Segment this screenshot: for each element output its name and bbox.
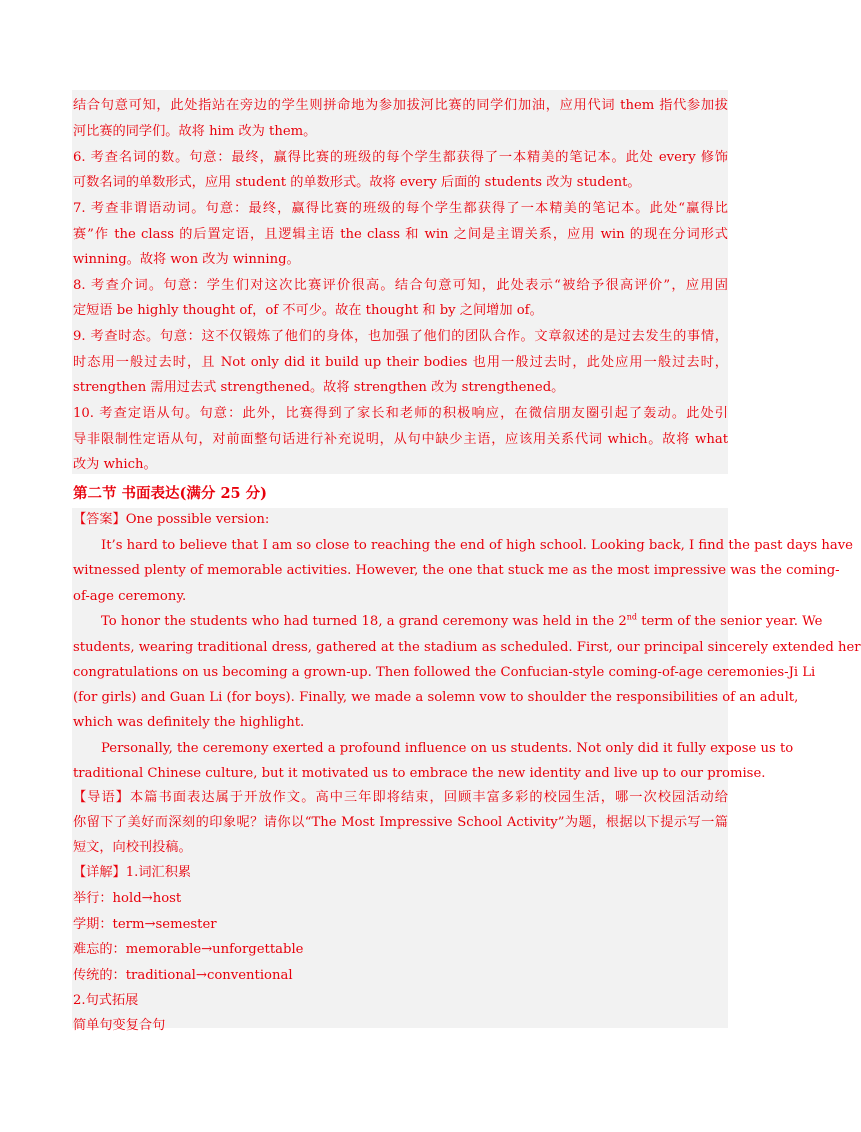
section-heading: 第二节 书面表达(满分 25 分)	[73, 485, 268, 502]
essay-line: students, wearing traditional dress, gathered at the stadium as scheduled. First, our principal sincerely extended her	[73, 640, 861, 655]
vocab-line: 学期：term→semester	[73, 917, 217, 932]
vocab-line: 传统的：traditional→conventional	[73, 968, 293, 983]
essay-line-end: term of the senior year. We	[637, 614, 823, 629]
guide-line: 【导语】本篇书面表达属于开放作文。高中三年即将结束，回顾丰富多彩的校园生活，哪一次校园活动给	[73, 790, 728, 805]
text-line: 结合句意可知，此处指站在旁边的学生则拼命地为参加拔河比赛的同学们加油，应用代词 them 指代参加拔	[73, 98, 728, 113]
text-line: 6. 考查名词的数。句意：最终，赢得比赛的班级的每个学生都获得了一本精美的笔记本。此处 every 修饰	[73, 150, 728, 165]
text-line: 可数名词的单数形式，应用 student 的单数形式。故将 every 后面的 students 改为 student。	[73, 175, 641, 190]
essay-line: witnessed plenty of memorable activities. However, the one that stuck me as the most impressive was the coming-	[73, 563, 840, 578]
essay-line: which was definitely the highlight.	[73, 715, 305, 730]
text-line: 9. 考查时态。句意：这不仅锻炼了他们的身体，也加强了他们的团队合作。文章叙述的是过去发生的事情，	[73, 329, 728, 344]
text-line: 定短语 be highly thought of，of 不可少。故在 thought 和 by 之间增加 of。	[73, 303, 543, 318]
essay-line-start: To honor the students who had turned 18, a grand ceremony was held in the 2	[101, 614, 627, 629]
text-line: strengthen 需用过去式 strengthened。故将 strengthen 改为 strengthened。	[73, 380, 565, 395]
essay-line: Personally, the ceremony exerted a profound influence on us students. Not only did it fully expose us to	[101, 741, 794, 756]
detail-line: 【详解】1.词汇积累	[73, 865, 192, 880]
text-line: 时态用一般过去时，且 Not only did it build up their bodies 也用一般过去时，此处应用一般过去时，	[73, 355, 728, 370]
vocab-line: 举行：hold→host	[73, 891, 182, 906]
essay-line: It’s hard to believe that I am so close to reaching the end of high school. Looking back, I find the past days have	[101, 538, 853, 553]
text-line: 10. 考查定语从句。句意：此外，比赛得到了家长和老师的积极响应，在微信朋友圈引起了轰动。此处引	[73, 406, 728, 421]
answer-label-line: 【答案】One possible version:	[73, 512, 270, 527]
detail-line: 简单句变复合句	[73, 1018, 166, 1033]
essay-line: of-age ceremony.	[73, 589, 187, 604]
essay-line	[73, 609, 823, 635]
vocab-line: 难忘的：memorable→unforgettable	[73, 942, 304, 957]
text-line: winning。故将 won 改为 winning。	[73, 252, 300, 267]
essay-line: congratulations on us becoming a grown-up. Then followed the Confucian-style coming-of-age ceremonies-Ji Li	[73, 665, 816, 680]
text-line: 8. 考查介词。句意：学生们对这次比赛评价很高。结合句意可知，此处表示“被给予很高评价”，应用固	[73, 278, 728, 293]
guide-line: 你留下了美好而深刻的印象呢？请你以“The Most Impressive School Activity”为题，根据以下提示写一篇	[73, 815, 728, 830]
essay-line: (for girls) and Guan Li (for boys). Finally, we made a solemn vow to shoulder the responsibilities of an adult,	[73, 690, 799, 705]
text-line: 河比赛的同学们。故将 him 改为 them。	[73, 124, 317, 139]
detail-line: 2.句式拓展	[73, 993, 139, 1008]
text-line: 赛”作 the class 的后置定语，且逻辑主语 the class 和 win 之间是主谓关系，应用 win 的现在分词形式	[73, 227, 728, 242]
text-line: 7. 考查非谓语动词。句意：最终，赢得比赛的班级的每个学生都获得了一本精美的笔记本。此处“赢得比	[73, 201, 728, 216]
text-line: 导非限制性定语从句，对前面整句话进行补充说明，从句中缺少主语，应该用关系代词 which。故将 what	[73, 432, 728, 447]
essay-line: traditional Chinese culture, but it motivated us to embrace the new identity and live up to our promise.	[73, 766, 766, 781]
text-line: 改为 which。	[73, 457, 157, 472]
superscript-nd: nd	[626, 612, 637, 622]
guide-line: 短文，向校刊投稿。	[73, 840, 192, 855]
